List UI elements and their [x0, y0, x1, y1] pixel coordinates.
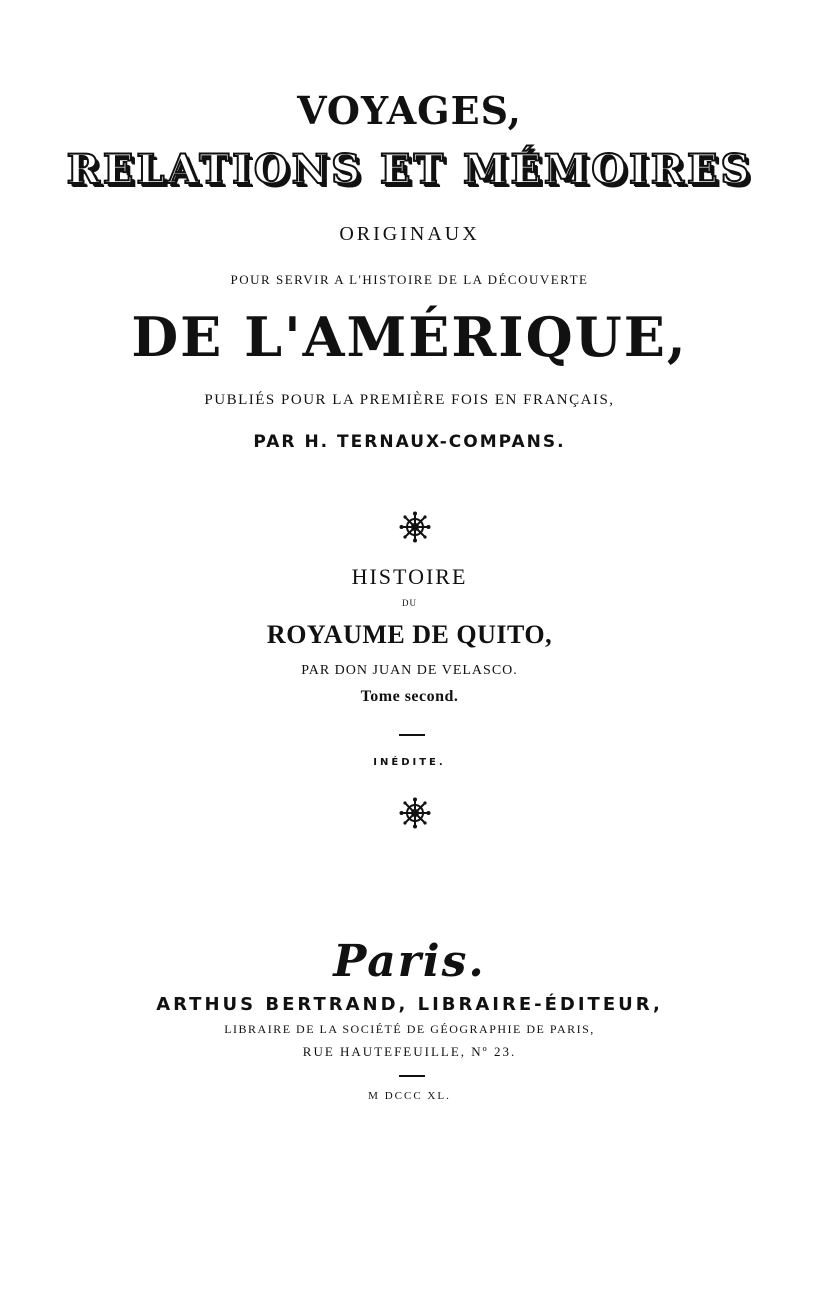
histoire-heading: HISTOIRE	[351, 564, 468, 589]
author-line: PAR H. TERNAUX-COMPANS.	[253, 432, 566, 452]
imprint-date: M DCCC XL.	[368, 1090, 451, 1102]
divider-rule	[399, 734, 425, 736]
royaume-title: ROYAUME DE QUITO,	[266, 620, 553, 649]
title-amerique: DE L'AMÉRIQUE,	[131, 305, 688, 369]
du-word: DU	[402, 598, 417, 608]
wheel-ornament-icon	[399, 797, 431, 829]
translator-line: PAR DON JUAN DE VELASCO.	[301, 663, 518, 678]
imprint-address: RUE HAUTEFEUILLE, Nº 23.	[302, 1044, 517, 1059]
imprint-city: Paris.	[333, 936, 486, 987]
inedite-label: INÉDITE.	[373, 757, 446, 768]
subtitle-originaux: ORIGINAUX	[339, 223, 480, 245]
title-voyages: VOYAGES,	[297, 88, 522, 133]
title-relations-memoires: RELATIONS ET MÉMOIRES	[66, 146, 753, 193]
subtitle-publies: PUBLIÉS POUR LA PREMIÈRE FOIS EN FRANÇAIS,	[204, 392, 615, 408]
subtitle-pour-servir: POUR SERVIR A L'HISTOIRE DE LA DÉCOUVERTE	[230, 272, 589, 287]
volume-line: Tome second.	[360, 688, 459, 705]
wheel-ornament-icon	[399, 511, 431, 543]
imprint-publisher: ARTHUS BERTRAND, LIBRAIRE-ÉDITEUR,	[156, 994, 663, 1015]
imprint-libraire: LIBRAIRE DE LA SOCIÉTÉ DE GÉOGRAPHIE DE PARIS,	[224, 1022, 595, 1036]
divider-rule-imprint	[399, 1075, 425, 1077]
